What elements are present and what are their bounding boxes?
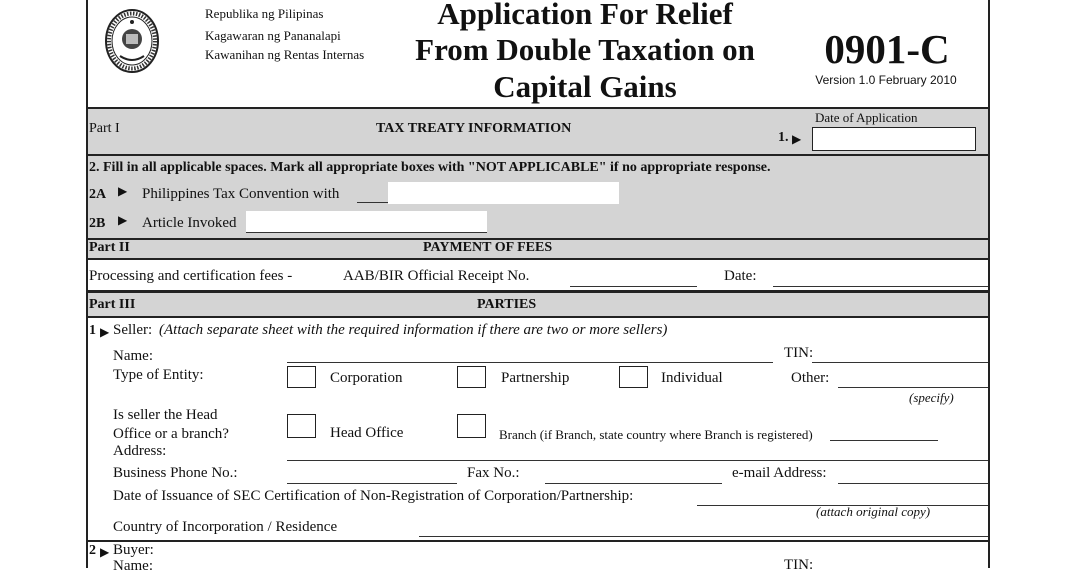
seller-address-field[interactable] <box>287 460 988 461</box>
seller-note: (Attach separate sheet with the required information if there are two or more sellers) <box>159 322 668 338</box>
fax-field[interactable] <box>545 483 722 484</box>
head-office-checkbox[interactable] <box>287 414 316 438</box>
buyer-tin-label: TIN: <box>784 557 814 573</box>
arrow-right-icon: ▶ <box>118 184 128 198</box>
form-title-line-2: From Double Taxation on <box>415 32 755 67</box>
business-phone-field[interactable] <box>287 483 457 484</box>
sec-certification-label: Date of Issuance of SEC Certification of Non-Registration of Corporation/Partnership: <box>113 488 634 504</box>
seller-tin-field[interactable] <box>812 362 988 363</box>
partnership-label: Partnership <box>501 370 570 386</box>
item-2b-number: 2B <box>89 216 106 231</box>
head-office-question-line-2: Office or a branch? <box>113 426 229 442</box>
other-entity-label: Other: <box>791 370 830 386</box>
agency-line-3: Kawanihan ng Rentas Internas <box>205 47 365 62</box>
country-of-incorporation-label: Country of Incorporation / Residence <box>113 519 338 535</box>
partnership-checkbox[interactable] <box>457 366 486 388</box>
attach-original-note: (attach original copy) <box>816 504 931 519</box>
date-of-application-label: Date of Application <box>815 110 918 125</box>
head-office-label: Head Office <box>330 425 404 441</box>
part1-label: Part I <box>89 121 120 136</box>
head-office-question-line-1: Is seller the Head <box>113 407 218 423</box>
type-of-entity-label: Type of Entity: <box>113 367 204 383</box>
branch-label: Branch (if Branch, state country where Branch is registered) <box>499 427 813 442</box>
item-2a-label: Philippines Tax Convention with <box>142 186 340 202</box>
bir-seal-icon <box>104 6 160 76</box>
part1-title: TAX TREATY INFORMATION <box>376 121 572 136</box>
official-receipt-label: AAB/BIR Official Receipt No. <box>343 268 530 284</box>
part2-label: Part II <box>89 240 130 255</box>
part3-label: Part III <box>89 297 136 312</box>
part3-band <box>88 293 988 316</box>
section2-instruction: 2. Fill in all applicable spaces. Mark all appropriate boxes with "NOT APPLICABLE" if no appropriate response. <box>89 160 771 175</box>
official-receipt-field[interactable] <box>570 286 697 287</box>
part2-title: PAYMENT OF FEES <box>423 240 553 255</box>
seller-label: Seller: <box>113 322 153 338</box>
seller-address-label: Address: <box>113 443 167 459</box>
individual-label: Individual <box>661 370 723 386</box>
arrow-right-icon: ▶ <box>100 325 110 339</box>
arrow-right-icon: ▶ <box>792 132 802 146</box>
seller-tin-label: TIN: <box>784 345 814 361</box>
form-title-line-3: Capital Gains <box>493 69 677 104</box>
processing-fees-label: Processing and certification fees - <box>89 268 293 284</box>
form-title-line-1: Application For Relief <box>437 0 733 31</box>
corporation-checkbox[interactable] <box>287 366 316 388</box>
seller-name-label: Name: <box>113 348 153 364</box>
country-of-incorporation-field[interactable] <box>419 536 988 537</box>
form-version: Version 1.0 February 2010 <box>815 73 957 87</box>
agency-line-1: Republika ng Pilipinas <box>205 6 324 21</box>
corporation-label: Corporation <box>330 370 403 386</box>
seller-name-field[interactable] <box>287 362 773 363</box>
branch-checkbox[interactable] <box>457 414 486 438</box>
part3-title: PARTIES <box>477 297 537 312</box>
tax-convention-country-field[interactable] <box>388 182 619 204</box>
form-number: 0901-C <box>824 26 950 72</box>
email-field[interactable] <box>838 483 988 484</box>
agency-line-2: Kagawaran ng Pananalapi <box>205 28 341 43</box>
date-item-number: 1. <box>778 130 789 145</box>
item-2b-label: Article Invoked <box>142 215 237 231</box>
fees-date-label: Date: <box>724 268 757 284</box>
other-entity-field[interactable] <box>838 387 988 388</box>
date-of-application-field[interactable] <box>812 127 976 151</box>
buyer-name-label: Name: <box>113 558 153 574</box>
article-invoked-field[interactable] <box>246 211 487 233</box>
individual-checkbox[interactable] <box>619 366 648 388</box>
seller-number: 1 <box>89 323 96 338</box>
business-phone-label: Business Phone No.: <box>113 465 238 481</box>
buyer-number: 2 <box>89 543 96 558</box>
arrow-right-icon: ▶ <box>100 545 110 559</box>
item-2a-number: 2A <box>89 187 107 202</box>
buyer-label: Buyer: <box>113 542 154 558</box>
fees-date-field[interactable] <box>773 286 988 287</box>
arrow-right-icon: ▶ <box>118 213 128 227</box>
specify-note: (specify) <box>909 390 954 405</box>
fax-label: Fax No.: <box>467 465 520 481</box>
branch-country-field[interactable] <box>830 440 938 441</box>
email-label: e-mail Address: <box>732 465 827 481</box>
